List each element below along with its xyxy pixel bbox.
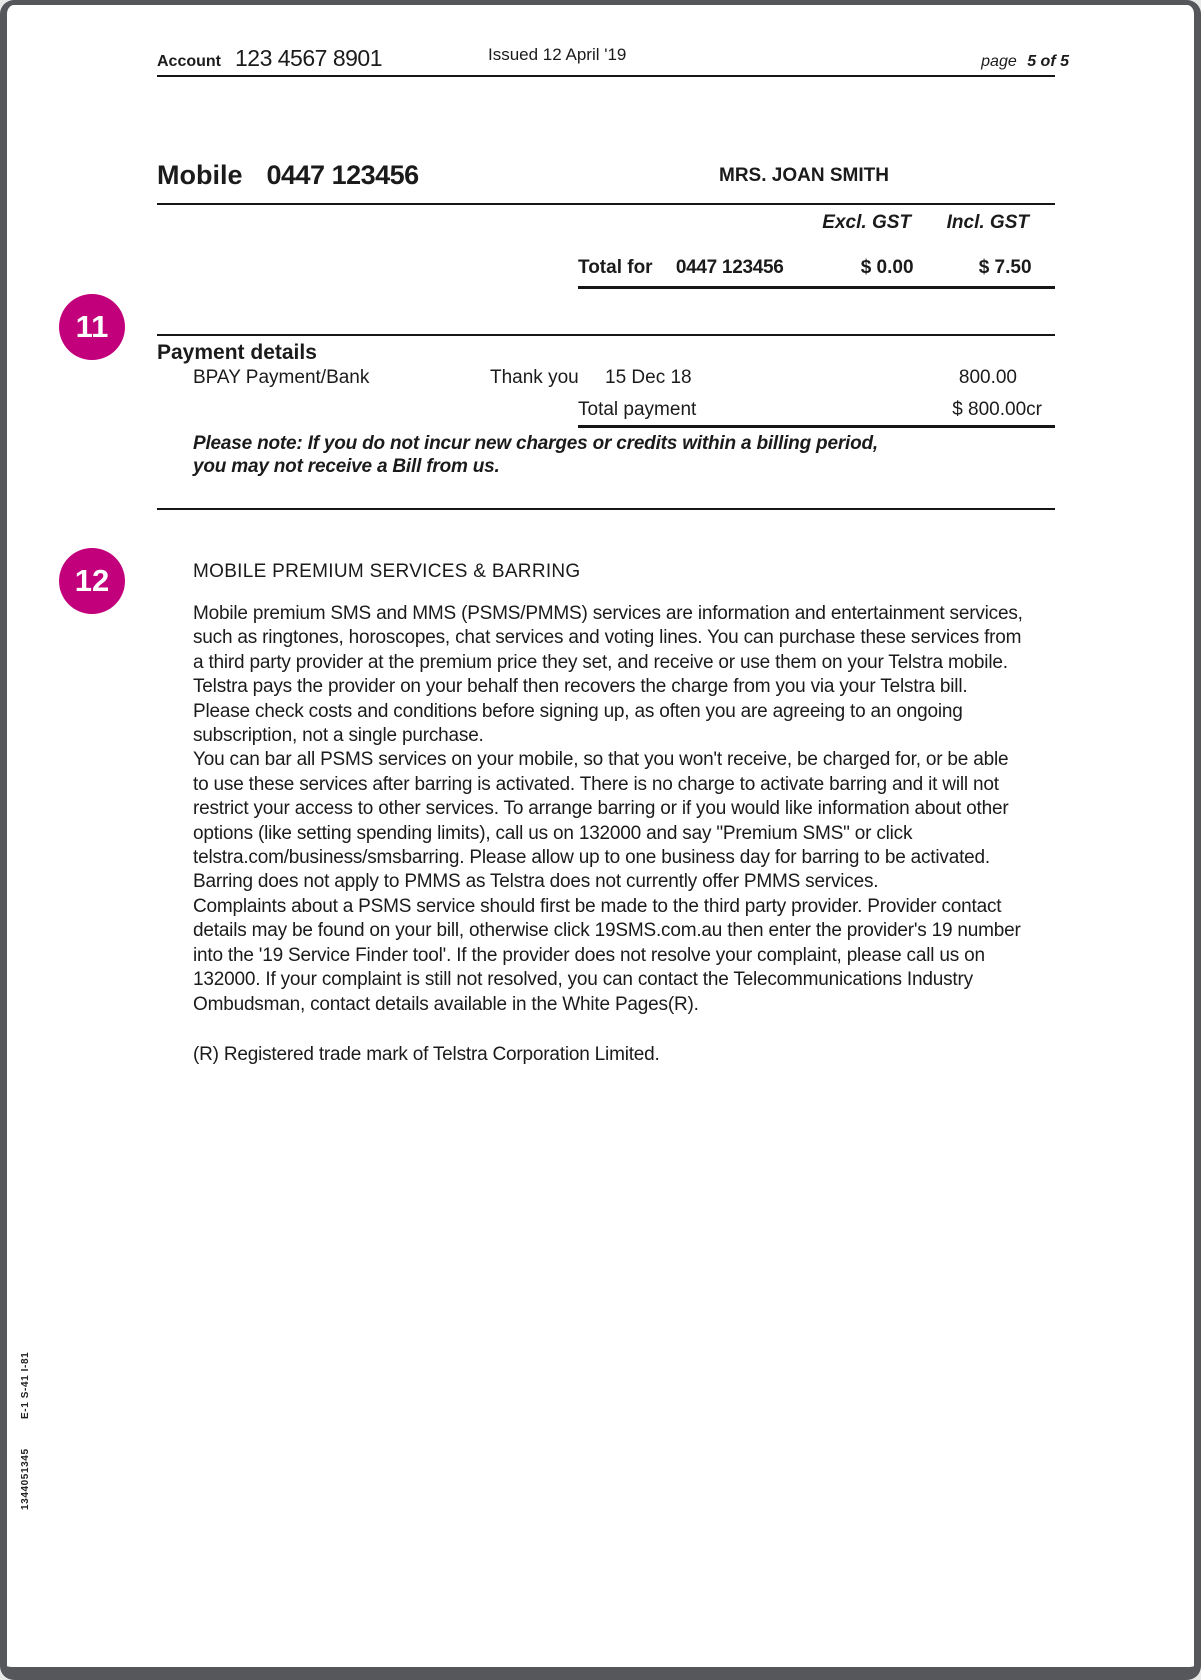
service-heading xyxy=(157,160,1069,191)
total-excl-gst-value: $ 0.00 xyxy=(860,257,914,278)
payment-section-bottom-divider xyxy=(157,508,1055,510)
payment-amount: 800.00 xyxy=(958,367,1017,388)
account-number: 123 4567 8901 xyxy=(235,45,382,71)
premium-paragraph-3: Complaints about a PSMS service should first be made to the third party provider. Provider contact details may be found on your bill, otherwise click 19SMS.com.au then enter the provider's 19 number into the '19 Service Finder tool'. If the provider does not resolve your complaint, please call us on 132000. If your complaint is still not resolved, you can contact the Telecommunications Industry Ombudsman, contact details available in the White Pages(R). xyxy=(193,895,1021,1015)
total-payment-value: $ 800.00cr xyxy=(952,399,1042,420)
payment-method: BPAY Payment/Bank xyxy=(193,367,370,388)
payment-date: 15 Dec 18 xyxy=(605,367,692,388)
total-for-cell xyxy=(578,257,784,279)
print-code-batch: E-1 S-41 I-81 xyxy=(20,1351,31,1419)
service-type-label: Mobile xyxy=(157,160,243,190)
page-indicator xyxy=(981,53,1069,71)
total-for-number: 0447 123456 xyxy=(675,257,784,278)
page-header xyxy=(157,45,1069,72)
total-payment-label: Total payment xyxy=(578,399,697,420)
service-number: 0447 123456 xyxy=(266,160,419,190)
premium-section-title: MOBILE PREMIUM SERVICES & BARRING xyxy=(193,561,581,582)
print-control-codes xyxy=(20,1352,31,1510)
issued-date: Issued 12 April '19 xyxy=(488,45,627,64)
trademark-footnote: (R) Registered trade mark of Telstra Corporation Limited. xyxy=(193,1043,660,1065)
total-incl-gst-value: $ 7.50 xyxy=(978,257,1032,278)
premium-paragraph-2: You can bar all PSMS services on your mobile, so that you won't receive, be charged for, or be able to use these services after barring is activated. There is no charge to activate barring and it will not restrict your access to other services. To arrange barring or if you would like information about other options (like setting spending limits), call us on 132000 and say "Premium SMS" or click telstra.com/business/smsbarring. Please allow up to one business day for barring to be activated. Barring does not apply to PMMS as Telstra does not currently offer PMMS services. xyxy=(193,749,1009,893)
service-divider xyxy=(157,203,1055,205)
header-divider xyxy=(157,75,1055,77)
section-12-badge: 12 xyxy=(59,548,125,614)
payment-section-divider xyxy=(157,334,1055,336)
premium-services-section xyxy=(193,561,1023,1067)
account-label: Account xyxy=(157,53,221,70)
total-underline xyxy=(578,286,1055,289)
service-total-row xyxy=(157,257,1069,279)
gst-header-row xyxy=(157,212,1069,234)
excl-gst-header: Excl. GST xyxy=(822,212,911,233)
page-number: 5 of 5 xyxy=(1027,53,1069,70)
customer-name: MRS. JOAN SMITH xyxy=(719,165,889,186)
payment-total-row xyxy=(157,399,1069,423)
total-for-label: Total for xyxy=(578,257,653,278)
payment-status: Thank you xyxy=(490,367,579,388)
print-code-number: 1344051345 xyxy=(20,1448,31,1510)
payment-note: Please note: If you do not incur new charges or credits within a billing period, you may not receive a Bill from us. xyxy=(193,433,878,477)
premium-paragraph-1: Mobile premium SMS and MMS (PSMS/PMMS) services are information and entertainment services, such as ringtones, horoscopes, chat services and voting lines. You can purchase these services from a third party provider at the premium price they set, and receive or use them on your Telstra mobile. Telstra pays the provider on your behalf then recovers the charge from you via your Telstra bill. Please check costs and conditions before signing up, as often you are agreeing to an ongoing subscription, not a single purchase. xyxy=(193,603,1023,747)
spacer xyxy=(157,212,781,234)
payment-total-underline xyxy=(578,425,1055,428)
incl-gst-header: Incl. GST xyxy=(946,212,1029,233)
payment-row xyxy=(157,367,1069,391)
payment-details-title: Payment details xyxy=(157,341,317,364)
section-11-badge: 11 xyxy=(59,294,125,360)
page-label: page xyxy=(981,53,1017,70)
